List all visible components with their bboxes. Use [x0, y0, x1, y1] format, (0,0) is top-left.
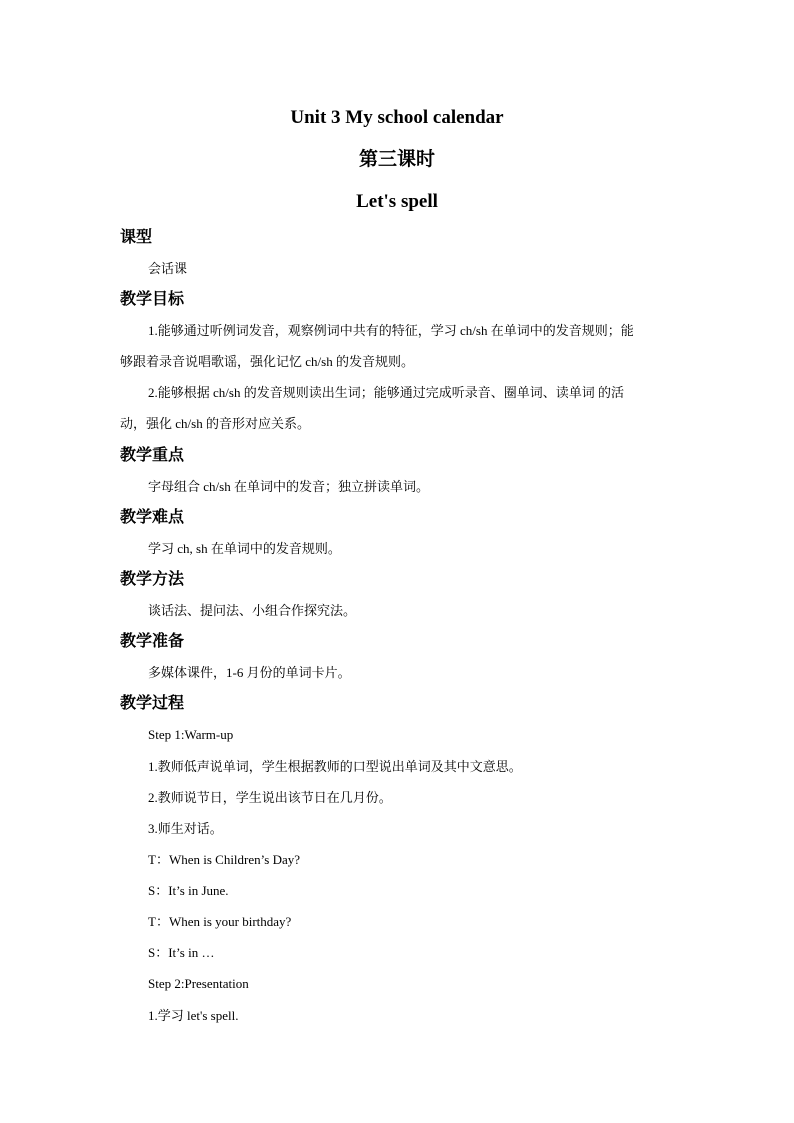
process-line: 2.教师说节日，学生说出该节日在几月份。 — [148, 790, 392, 805]
section-content-type: 会话课 — [148, 261, 188, 276]
lesson-name: Let's spell — [356, 191, 438, 212]
section-content-key-points: 字母组合 ch/sh 在单词中的发音；独立拼读单词。 — [148, 479, 429, 494]
section-heading-difficulties: 教学难点 — [120, 509, 185, 526]
section-heading-preparation: 教学准备 — [120, 633, 185, 650]
section-heading-methods: 教学方法 — [120, 571, 185, 588]
process-line: Step 2:Presentation — [148, 976, 249, 991]
process-line: T：When is your birthday? — [148, 914, 292, 929]
section-heading-objectives: 教学目标 — [120, 291, 185, 308]
unit-title: Unit 3 My school calendar — [290, 107, 504, 128]
section-heading-key-points: 教学重点 — [120, 447, 185, 464]
section-heading-process: 教学过程 — [120, 695, 185, 712]
process-line: 1.学习 let's spell. — [148, 1008, 239, 1023]
process-line: S：It’s in June. — [148, 883, 229, 898]
process-line: T：When is Children’s Day? — [148, 852, 300, 867]
lesson-number: 第三课时 — [358, 149, 435, 170]
objective-2-line-1: 2.能够根据 ch/sh 的发音规则读出生词；能够通过完成听录音、圈单词、读单词 的活 — [148, 385, 624, 400]
section-content-difficulties: 学习 ch, sh 在单词中的发音规则。 — [148, 541, 341, 556]
objective-1-line-2: 够跟着录音说唱歌谣，强化记忆 ch/sh 的发音规则。 — [120, 354, 414, 369]
objective-1-line-1: 1.能够通过听例词发音，观察例词中共有的特征，学习 ch/sh 在单词中的发音规则；能 — [148, 323, 634, 338]
section-content-preparation: 多媒体课件，1-6 月份的单词卡片。 — [148, 665, 351, 680]
process-line: 1.教师低声说单词，学生根据教师的口型说出单词及其中文意思。 — [148, 759, 522, 774]
process-line: 3.师生对话。 — [148, 821, 223, 836]
objective-2-line-2: 动，强化 ch/sh 的音形对应关系。 — [120, 416, 310, 431]
process-line: S：It’s in … — [148, 945, 215, 960]
process-line: Step 1:Warm-up — [148, 727, 234, 742]
section-content-methods: 谈话法、提问法、小组合作探究法。 — [148, 603, 357, 618]
section-heading-type: 课型 — [120, 229, 153, 246]
